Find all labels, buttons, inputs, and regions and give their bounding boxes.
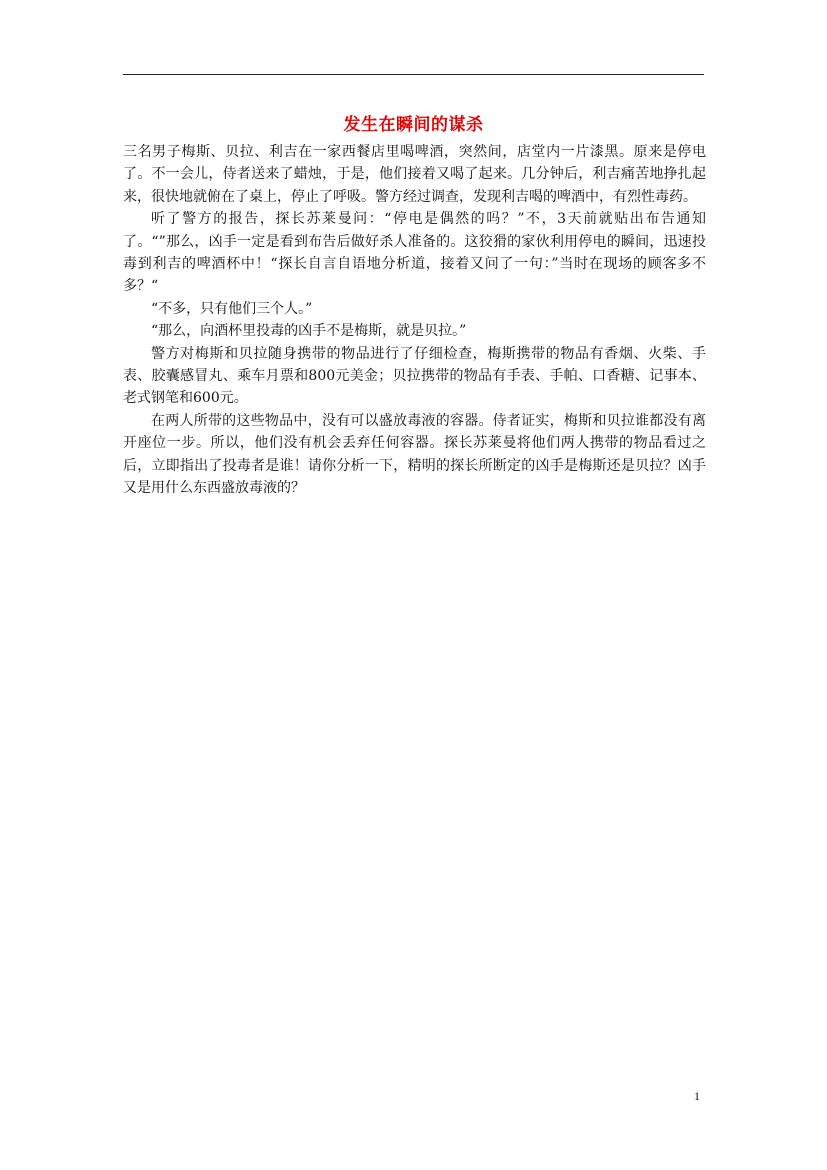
- document-title: 发生在瞬间的谋杀: [343, 115, 484, 135]
- paragraph-4: “那么，向酒杯里投毒的凶手不是梅斯，就是贝拉。”: [151, 323, 467, 340]
- paragraph-2: 听了警方的报告，探长苏莱曼问：“停电是偶然的吗？”不，3天前就贴出布告通知了。“”那么，凶手一定是看到布告后做好杀人准备的。这狡猾的家伙利用停电的瞬间，迅速投毒到利吉的啤酒杯中！“探长自言自语地分析道，接着又问了一句：”当时在现场的顾客多不多？“: [123, 211, 706, 295]
- header-rule: [123, 74, 704, 75]
- paragraph-6: 在两人所带的这些物品中，没有可以盛放毒液的容器。侍者证实，梅斯和贝拉谁都没有离开座位一步。所以，他们没有机会丢弃任何容器。探长苏莱曼将他们两人携带的物品看过之后，立即指出了投毒者是谁！请你分析一下，精明的探长所断定的凶手是梅斯还是贝拉？凶手又是用什么东西盛放毒液的？: [123, 412, 706, 497]
- document-body: [123, 141, 706, 500]
- paragraph-5: 警方对梅斯和贝拉随身携带的物品进行了仔细检查，梅斯携带的物品有香烟、火柴、手表、胶囊感冒丸、乘车月票和800元美金；贝拉携带的物品有手表、手帕、口香糖、记事本、老式钢笔和600元。: [123, 345, 706, 407]
- page-number: 1: [694, 1089, 700, 1103]
- paragraph-3: “不多，只有他们三个人。”: [151, 300, 313, 317]
- paragraph-1: 三名男子梅斯、贝拉、利吉在一家西餐店里喝啤酒，突然间，店堂内一片漆黑。原来是停电了。不一会儿，侍者送来了蜡烛，于是，他们接着又喝了起来。几分钟后，利吉痛苦地挣扎起来，很快地就俯在了桌上，停止了呼吸。警方经过调查，发现利吉喝的啤酒中，有烈性毒药。: [123, 144, 706, 205]
